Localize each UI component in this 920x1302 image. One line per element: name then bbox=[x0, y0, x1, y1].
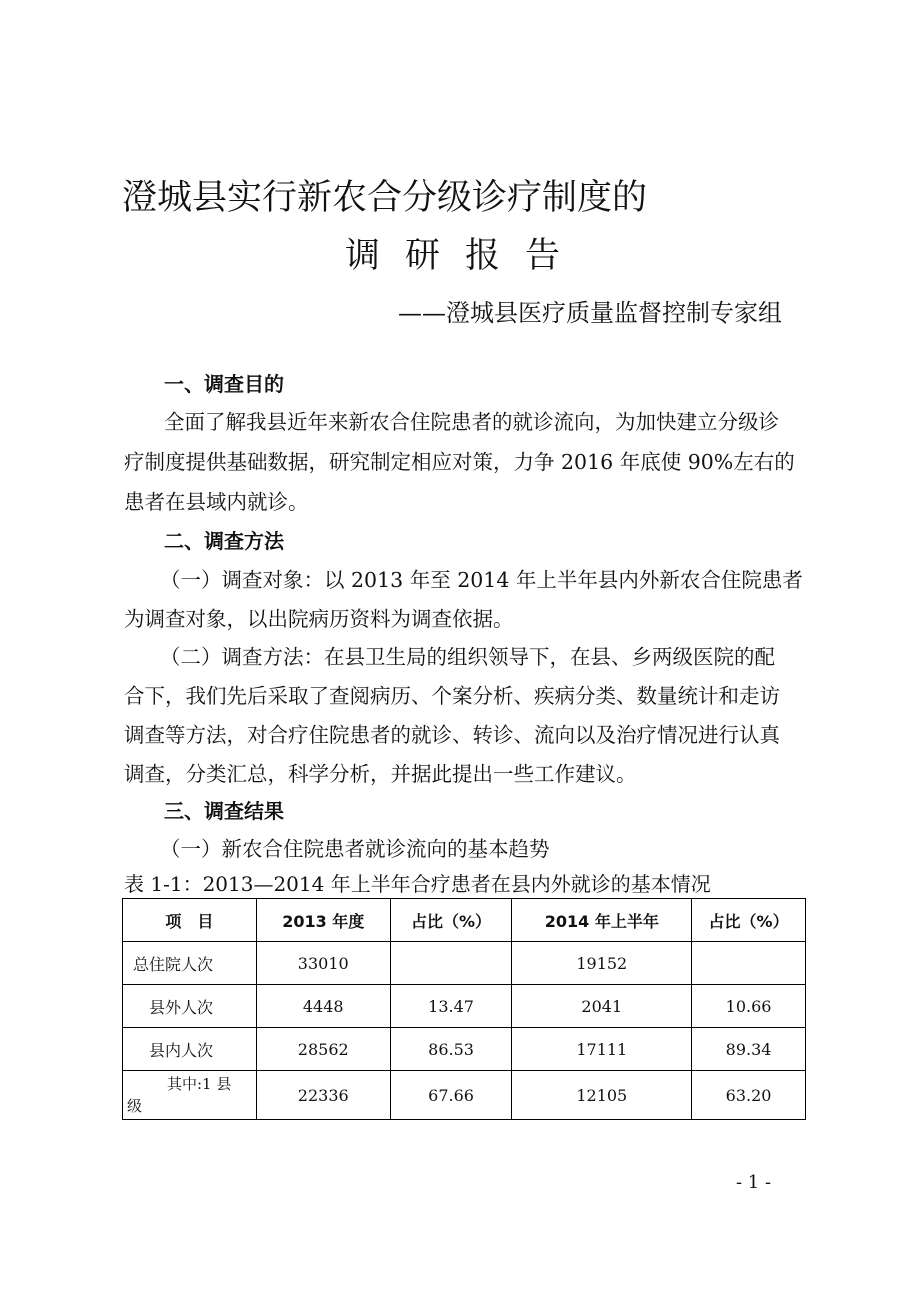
table-header-cell: 项 目 bbox=[123, 899, 257, 942]
table-cell: 67.66 bbox=[390, 1071, 512, 1120]
table-cell: 63.20 bbox=[692, 1071, 806, 1120]
document-title-line2: 调研报告 bbox=[345, 236, 586, 276]
table-cell: 19152 bbox=[512, 942, 692, 985]
paragraph-line: 为调查对象，以出院病历资料为调查依据。 bbox=[124, 607, 514, 631]
document-title-line1: 澄城县实行新农合分级诊疗制度的 bbox=[122, 178, 648, 218]
table-cell: 10.66 bbox=[692, 985, 806, 1028]
paragraph-line: 调查，分类汇总，科学分析，并据此提出一些工作建议。 bbox=[124, 762, 637, 786]
paragraph-line: 调查等方法，对合疗住院患者的就诊、转诊、流向以及治疗情况进行认真 bbox=[124, 723, 780, 747]
table-cell: 12105 bbox=[512, 1071, 692, 1120]
table-cell: 33010 bbox=[256, 942, 390, 985]
row-label: 县外人次 bbox=[123, 985, 257, 1028]
table-cell: 89.34 bbox=[692, 1028, 806, 1071]
table-header-cell: 占比（%） bbox=[692, 899, 806, 942]
paragraph-line: （二）调查方法：在县卫生局的组织领导下，在县、乡两级医院的配 bbox=[160, 645, 775, 669]
table-cell bbox=[390, 942, 512, 985]
table-row bbox=[123, 1071, 806, 1120]
paragraph-line: 患者在县域内就诊。 bbox=[124, 490, 309, 514]
table-cell: 22336 bbox=[256, 1071, 390, 1120]
table-header-cell: 占比（%） bbox=[390, 899, 512, 942]
row-label: 县内人次 bbox=[123, 1028, 257, 1071]
table-cell: 4448 bbox=[256, 985, 390, 1028]
table-cell: 2041 bbox=[512, 985, 692, 1028]
table-cell: 13.47 bbox=[390, 985, 512, 1028]
table-cell bbox=[692, 942, 806, 985]
section-heading-method: 二、调查方法 bbox=[164, 529, 284, 553]
table-row bbox=[123, 1028, 806, 1071]
paragraph-line: 全面了解我县近年来新农合住院患者的就诊流向，为加快建立分级诊 bbox=[164, 410, 779, 434]
table-cell: 86.53 bbox=[390, 1028, 512, 1071]
paragraph-line: （一）调查对象：以 2013 年至 2014 年上半年县内外新农合住院患者 bbox=[160, 568, 803, 592]
table-header-cell: 2013 年度 bbox=[256, 899, 390, 942]
document-author: ——澄城县医疗质量监督控制专家组 bbox=[398, 299, 782, 327]
page-number: - 1 - bbox=[736, 1172, 772, 1193]
row-label-part: 级 bbox=[127, 1097, 143, 1115]
subsection-heading: （一）新农合住院患者就诊流向的基本趋势 bbox=[160, 837, 550, 861]
table-cell: 17111 bbox=[512, 1028, 692, 1071]
paragraph-line: 疗制度提供基础数据，研究制定相应对策，力争 2016 年底使 90%左右的 bbox=[124, 450, 795, 474]
paragraph-line: 合下，我们先后采取了查阅病历、个案分析、疾病分类、数量统计和走访 bbox=[124, 684, 780, 708]
table-caption: 表 1-1：2013—2014 年上半年合疗患者在县内外就诊的基本情况 bbox=[124, 872, 711, 896]
table-header-cell: 2014 年上半年 bbox=[512, 899, 692, 942]
table-header-row bbox=[123, 899, 806, 942]
section-heading-purpose: 一、调查目的 bbox=[164, 372, 284, 396]
data-table bbox=[122, 898, 806, 1120]
table-cell: 28562 bbox=[256, 1028, 390, 1071]
table-row bbox=[123, 942, 806, 985]
row-label: 总住院人次 bbox=[123, 942, 257, 985]
section-heading-results: 三、调查结果 bbox=[164, 799, 284, 823]
row-label-part: 其中:1 县 bbox=[167, 1075, 232, 1093]
table-row bbox=[123, 985, 806, 1028]
row-label bbox=[123, 1071, 257, 1120]
